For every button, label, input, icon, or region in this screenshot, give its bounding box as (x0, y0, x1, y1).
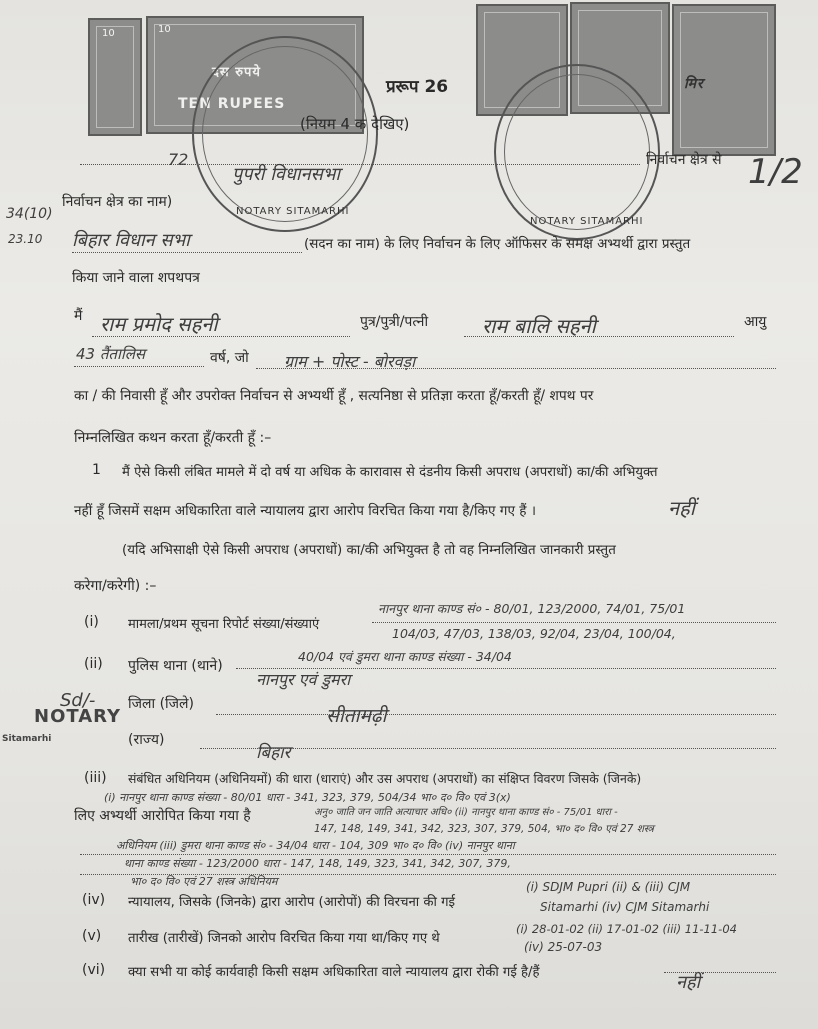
iv-value-2: Sitamarhi (iv) CJM Sitamarhi (540, 900, 710, 914)
father-name: राम बालि सहनी (482, 314, 596, 338)
age-value: 43 तैंतालिस (76, 345, 146, 363)
form-title: प्ररूप 26 (386, 77, 449, 97)
vi-answer: नहीं (676, 972, 701, 993)
item1-answer: नहीं (668, 496, 695, 520)
district-label: जिला (जिले) (128, 696, 195, 712)
i-num: (i) (84, 614, 99, 630)
constituency-name: पुपरी विधानसभा (232, 164, 341, 185)
constituency-number: 72 (168, 150, 189, 169)
iv-label: न्यायालय, जिसके (जिनके) द्वारा आरोप (आरोपों) की विरचना की गई (128, 895, 456, 910)
candidate-name: राम प्रमोद सहनी (100, 312, 218, 336)
years-label: वर्ष, जो (210, 350, 249, 366)
stamp-handwritten-mark: मिर (684, 76, 704, 92)
item1-line1: मैं ऐसे किसी लंबित मामले में दो वर्ष या अधिक के कारावास से दंडनीय किसी अपराध (अपराधों) का/की अभियुक्त (122, 465, 658, 480)
state-value: बिहार (256, 743, 291, 763)
vi-label: क्या सभी या कोई कार्यवाही किसी सक्षम अधिकारिता वाले न्यायालय द्वारा रोकी गई है/हैं (128, 965, 540, 980)
age-label: आयु (744, 314, 767, 330)
item1-num: 1 (92, 462, 101, 478)
margin-note-1: 34(10) (6, 206, 53, 222)
ii-num: (ii) (84, 656, 103, 672)
rule-reference: (नियम 4 क देखिए) (300, 115, 410, 133)
stamp-right-3 (672, 4, 776, 156)
i-label-text: मामला/प्रथम सूचना रिपोर्ट संख्या/संख्याएं (128, 617, 320, 632)
iv-num: (iv) (82, 892, 106, 908)
iii-hw-4: अधिनियम (iii) डुमरा थाना काण्ड सं० - 34/04 धारा - 104, 309 भा० द० वि० (iv) नानपुर थाना (116, 839, 515, 852)
affidavit-line: किया जाने वाला शपथपत्र (72, 270, 200, 286)
notary-signature: Sd/- (60, 690, 96, 711)
son-of-label: पुत्र/पुत्री/पत्नी (360, 314, 429, 330)
stamp-number: 10 (158, 24, 171, 35)
district-value: सीतामढ़ी (326, 705, 387, 727)
state-label: (राज्य) (128, 732, 165, 748)
notary-seal-left (192, 36, 378, 232)
ii-value: नानपुर एवं डुमरा (256, 670, 351, 689)
i-value-3: 40/04 एवं डुमरा थाना काण्ड संख्या - 34/04 (298, 649, 512, 664)
v-value-1: (i) 28-01-02 (ii) 17-01-02 (iii) 11-11-04 (516, 922, 737, 936)
stamp-hindi-value: दस रुपये (212, 65, 261, 80)
v-label: तारीख (तारीखें) जिनको आरोप विरचित किया गया था/किए गए थे (128, 931, 440, 946)
iii-line1: संबंधित अधिनियम (अधिनियमों) की धारा (धाराएं) और उस अपराध (अपराधों) का संक्षिप्त विवरण जिसके (जिनके) (128, 771, 642, 786)
stamp-number: 10 (102, 28, 115, 39)
iii-hw-3: 147, 148, 149, 341, 342, 323, 307, 379, 504, भा० द० वि० एवं 27 शस्त्र (314, 823, 654, 835)
notary-word: NOTARY (34, 706, 122, 727)
vi-num: (vi) (82, 962, 106, 978)
iii-hw-5: थाना काण्ड संख्या - 123/2000 धारा - 147, 148, 149, 323, 341, 342, 307, 379, (124, 857, 511, 870)
cond-line1: (यदि अभिसाक्षी ऐसे किसी अपराध (अपराधों) का/की अभियुक्त है तो वह निम्नलिखित जानकारी प्रस्तुत (122, 543, 616, 558)
i-value-2: 104/03, 47/03, 138/03, 92/04, 23/04, 100/04, (392, 626, 676, 641)
seal-text: NOTARY SITAMARHI (530, 216, 644, 227)
margin-note-2: 23.10 (8, 232, 43, 246)
notary-place: Sitamarhi (2, 734, 52, 744)
i-value-1: नानपुर थाना काण्ड सं० - 80/01, 123/2000, 74/01, 75/01 (378, 601, 686, 616)
ii-label: पुलिस थाना (थाने) (128, 658, 223, 674)
seal-text: NOTARY SITAMARHI (236, 206, 350, 217)
iii-hw-6: भा० द० वि० एवं 27 शस्त्र अधिनियम (130, 875, 278, 888)
iv-value-1: (i) SDJM Pupri (ii) & (iii) CJM (526, 880, 691, 894)
resident-line: का / की निवासी हूँ और उपरोक्त निर्वाचन से अभ्यर्थी हूँ , सत्यनिष्ठा से प्रतिज्ञा करता हूँ/करती हूँ/ शपथ पर (74, 388, 594, 404)
cond-line2: करेगा/करेगी) :– (74, 578, 157, 594)
stamp-value: TEN RUPEES (178, 96, 286, 112)
iii-hw-2: अनु० जाति जन जाति अत्याचार अधि० (ii) नानपुर थाना काण्ड सं० - 75/01 धारा - (314, 807, 618, 818)
item1-line2: नहीं हूँ जिसमें सक्षम अधिकारिता वाले न्यायालय द्वारा आरोप विरचित किया गया है/किए गए हैं । (74, 503, 536, 519)
constituency-name-label: निर्वाचन क्षेत्र का नाम) (62, 194, 173, 210)
iii-num: (iii) (84, 770, 107, 786)
statement-line: निम्नलिखित कथन करता हूँ/करती हूँ :– (74, 430, 272, 446)
page-mark: 1/2 (748, 152, 803, 192)
notary-seal-right (494, 64, 660, 240)
iii-hw-1: (i) नानपुर थाना काण्ड संख्या - 80/01 धारा - 341, 323, 379, 504/34 भा० द० वि० एवं 3(x) (104, 791, 511, 804)
v-value-2: (iv) 25-07-03 (524, 940, 603, 954)
stamp-left-partial (88, 18, 142, 136)
i-label: मैं (74, 308, 83, 324)
iii-line2: लिए अभ्यर्थी आरोपित किया गया है (74, 808, 251, 824)
v-num: (v) (82, 928, 102, 944)
house-name: बिहार विधान सभा (72, 230, 190, 251)
constituency-no-label: निर्वाचन क्षेत्र से (646, 152, 722, 168)
house-line-text: (सदन का नाम) के लिए निर्वाचन के लिए ऑफिसर के समक्ष अभ्यर्थी द्वारा प्रस्तुत (304, 236, 691, 252)
address: ग्राम + पोस्ट - बोरवड़ा (284, 352, 416, 371)
